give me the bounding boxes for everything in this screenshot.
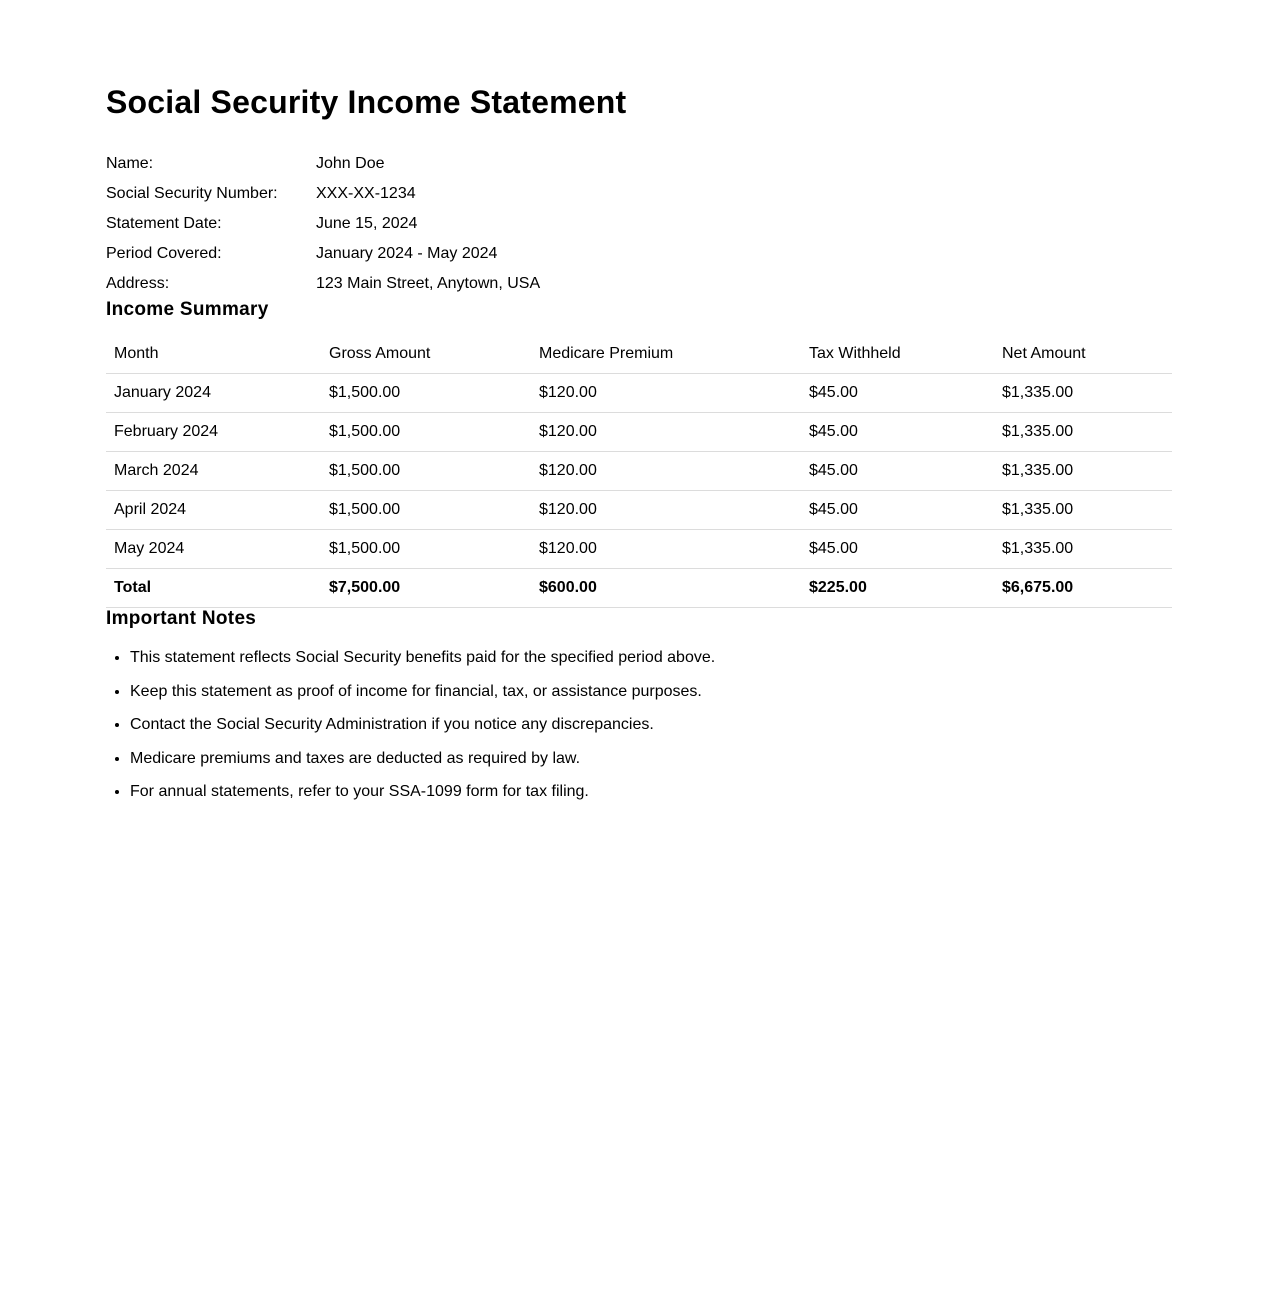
table-cell: April 2024 — [106, 491, 321, 530]
table-row — [106, 530, 1172, 569]
important-notes-heading: Important Notes — [106, 608, 257, 629]
table-cell: $45.00 — [801, 452, 994, 491]
info-value: XXX-XX-1234 — [316, 185, 416, 202]
info-label: Name: — [106, 155, 154, 172]
table-cell: February 2024 — [106, 413, 321, 452]
info-row-name — [106, 149, 1172, 179]
table-row — [106, 413, 1172, 452]
table-cell: $1,500.00 — [321, 374, 531, 413]
table-cell: January 2024 — [106, 374, 321, 413]
table-row — [106, 452, 1172, 491]
table-cell: $1,335.00 — [994, 452, 1172, 491]
info-label: Social Security Number: — [106, 185, 278, 202]
info-row-statement-date — [106, 209, 1172, 239]
page-title: Social Security Income Statement — [106, 84, 627, 120]
column-header-net: Net Amount — [994, 335, 1172, 374]
list-item: • This statement reflects Social Security benefits paid for the specified period above. — [130, 648, 1172, 682]
info-value: John Doe — [316, 155, 385, 172]
total-label: Total — [106, 569, 321, 608]
list-item: • For annual statements, refer to your SSA-1099 form for tax filing. — [130, 782, 1172, 816]
table-cell: $1,335.00 — [994, 491, 1172, 530]
table-cell: $1,500.00 — [321, 530, 531, 569]
total-net: $6,675.00 — [994, 569, 1172, 608]
table-cell: $45.00 — [801, 374, 994, 413]
table-cell: $1,335.00 — [994, 530, 1172, 569]
table-cell: $45.00 — [801, 530, 994, 569]
table-header-row — [106, 335, 1172, 374]
table-row — [106, 491, 1172, 530]
table-cell: $1,500.00 — [321, 491, 531, 530]
list-item: • Contact the Social Security Administration if you notice any discrepancies. — [130, 715, 1172, 749]
table-cell: $1,500.00 — [321, 452, 531, 491]
table-row — [106, 374, 1172, 413]
recipient-info — [106, 149, 1172, 299]
table-cell: $120.00 — [531, 452, 801, 491]
important-notes-list — [106, 648, 1172, 816]
info-row-ssn — [106, 179, 1172, 209]
info-label: Period Covered: — [106, 245, 222, 262]
info-value: 123 Main Street, Anytown, USA — [316, 275, 541, 292]
income-summary-table — [106, 335, 1172, 608]
table-cell: $1,335.00 — [994, 374, 1172, 413]
table-cell: May 2024 — [106, 530, 321, 569]
info-value: June 15, 2024 — [316, 215, 418, 232]
table-cell: $120.00 — [531, 491, 801, 530]
table-cell: $120.00 — [531, 530, 801, 569]
info-label: Statement Date: — [106, 215, 222, 232]
table-cell: $120.00 — [531, 413, 801, 452]
table-cell: $120.00 — [531, 374, 801, 413]
statement-page — [106, 82, 1172, 816]
table-cell: March 2024 — [106, 452, 321, 491]
table-cell: $45.00 — [801, 413, 994, 452]
info-row-period — [106, 239, 1172, 269]
total-tax: $225.00 — [801, 569, 994, 608]
list-item: • Keep this statement as proof of income for financial, tax, or assistance purposes. — [130, 682, 1172, 716]
info-value: January 2024 - May 2024 — [316, 245, 498, 262]
column-header-tax: Tax Withheld — [801, 335, 994, 374]
table-cell: $45.00 — [801, 491, 994, 530]
table-cell: $1,335.00 — [994, 413, 1172, 452]
table-total-row — [106, 569, 1172, 608]
list-item: • Medicare premiums and taxes are deducted as required by law. — [130, 749, 1172, 783]
info-label: Address: — [106, 275, 170, 292]
income-summary-heading: Income Summary — [106, 299, 269, 320]
column-header-gross: Gross Amount — [321, 335, 531, 374]
total-gross: $7,500.00 — [321, 569, 531, 608]
column-header-month: Month — [106, 335, 321, 374]
total-medicare: $600.00 — [531, 569, 801, 608]
column-header-medicare: Medicare Premium — [531, 335, 801, 374]
table-cell: $1,500.00 — [321, 413, 531, 452]
info-row-address — [106, 269, 1172, 299]
